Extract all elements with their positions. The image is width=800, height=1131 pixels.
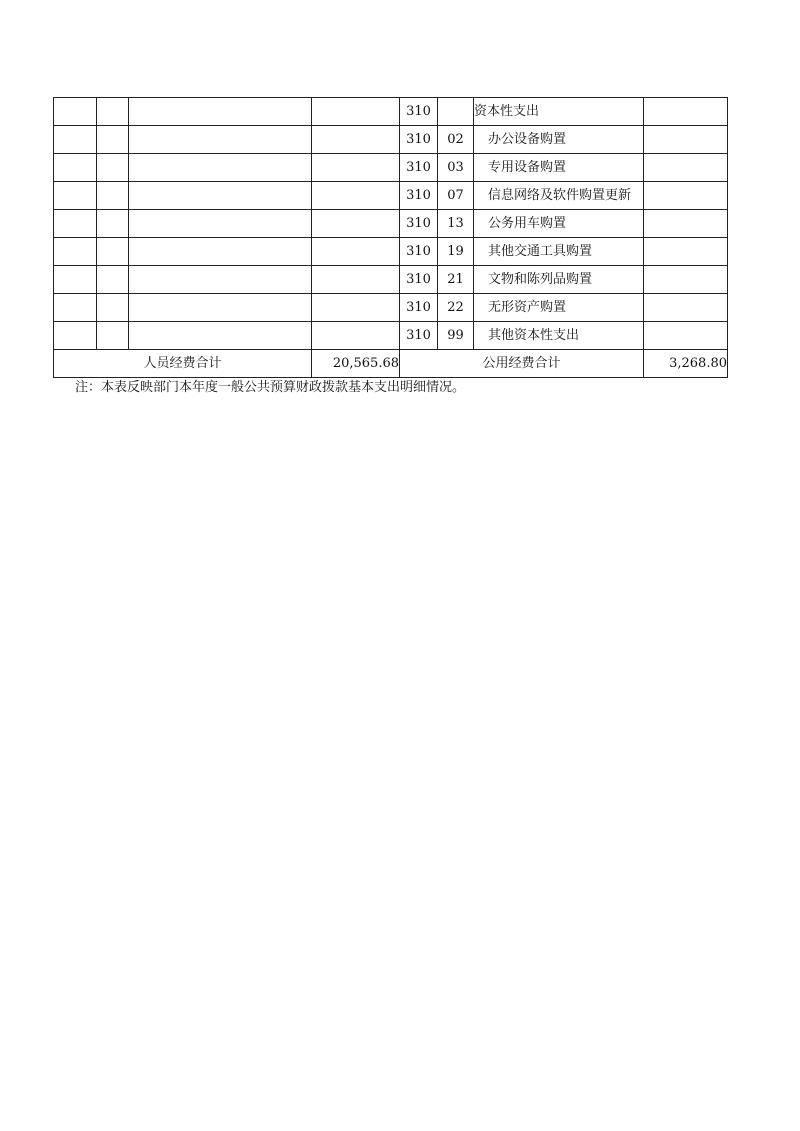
left-amount-cell [312,294,400,322]
econ-category-name: 专用设备购置 [474,154,644,182]
table-row [54,322,728,350]
right-amount-cell [644,182,728,210]
left-class-cell [54,238,97,266]
econ-category-name: 文物和陈列品购置 [474,266,644,294]
left-name-cell [129,98,312,126]
table-row [54,210,728,238]
right-amount-cell [644,126,728,154]
personnel-total-label: 人员经费合计 [54,350,312,378]
left-class-cell [54,294,97,322]
table-row [54,154,728,182]
econ-class-code: 310 [400,266,438,294]
left-amount-cell [312,182,400,210]
left-amount-cell [312,238,400,266]
left-item-cell [97,294,129,322]
budget-detail-table [53,97,728,378]
right-amount-cell [644,238,728,266]
table-row [54,126,728,154]
econ-category-name: 其他资本性支出 [474,322,644,350]
right-amount-cell [644,210,728,238]
left-class-cell [54,126,97,154]
table-row [54,182,728,210]
left-name-cell [129,210,312,238]
econ-item-code: 07 [438,182,474,210]
econ-item-code [438,98,474,126]
econ-category-name: 公务用车购置 [474,210,644,238]
public-total-label: 公用经费合计 [400,350,644,378]
left-amount-cell [312,322,400,350]
left-amount-cell [312,126,400,154]
left-name-cell [129,266,312,294]
left-item-cell [97,322,129,350]
table-footnote: 注：本表反映部门本年度一般公共预算财政拨款基本支出明细情况。 [75,380,466,395]
left-class-cell [54,154,97,182]
left-item-cell [97,154,129,182]
left-item-cell [97,182,129,210]
econ-class-code: 310 [400,294,438,322]
econ-item-code: 99 [438,322,474,350]
totals-row [54,350,728,378]
econ-item-code: 21 [438,266,474,294]
left-item-cell [97,210,129,238]
econ-item-code: 03 [438,154,474,182]
econ-class-code: 310 [400,126,438,154]
econ-category-name: 办公设备购置 [474,126,644,154]
left-class-cell [54,322,97,350]
left-item-cell [97,266,129,294]
left-name-cell [129,322,312,350]
econ-item-code: 13 [438,210,474,238]
econ-class-code: 310 [400,98,438,126]
econ-category-name: 无形资产购置 [474,294,644,322]
econ-item-code: 22 [438,294,474,322]
left-item-cell [97,126,129,154]
right-amount-cell [644,98,728,126]
table-row [54,266,728,294]
right-amount-cell [644,294,728,322]
right-amount-cell [644,322,728,350]
econ-category-name: 资本性支出 [474,98,644,126]
econ-category-name: 信息网络及软件购置更新 [474,182,644,210]
left-amount-cell [312,266,400,294]
public-total-value: 3,268.80 [644,350,728,378]
table-row [54,98,728,126]
econ-item-code: 02 [438,126,474,154]
left-amount-cell [312,154,400,182]
left-amount-cell [312,98,400,126]
right-amount-cell [644,266,728,294]
econ-class-code: 310 [400,238,438,266]
left-amount-cell [312,210,400,238]
left-class-cell [54,266,97,294]
left-name-cell [129,294,312,322]
left-name-cell [129,238,312,266]
left-class-cell [54,98,97,126]
econ-class-code: 310 [400,182,438,210]
right-amount-cell [644,154,728,182]
econ-category-name: 其他交通工具购置 [474,238,644,266]
econ-class-code: 310 [400,154,438,182]
personnel-total-value: 20,565.68 [312,350,400,378]
left-item-cell [97,238,129,266]
econ-item-code: 19 [438,238,474,266]
table-row [54,294,728,322]
left-item-cell [97,98,129,126]
table-row [54,238,728,266]
left-class-cell [54,182,97,210]
left-name-cell [129,126,312,154]
econ-class-code: 310 [400,210,438,238]
econ-class-code: 310 [400,322,438,350]
left-class-cell [54,210,97,238]
left-name-cell [129,182,312,210]
left-name-cell [129,154,312,182]
